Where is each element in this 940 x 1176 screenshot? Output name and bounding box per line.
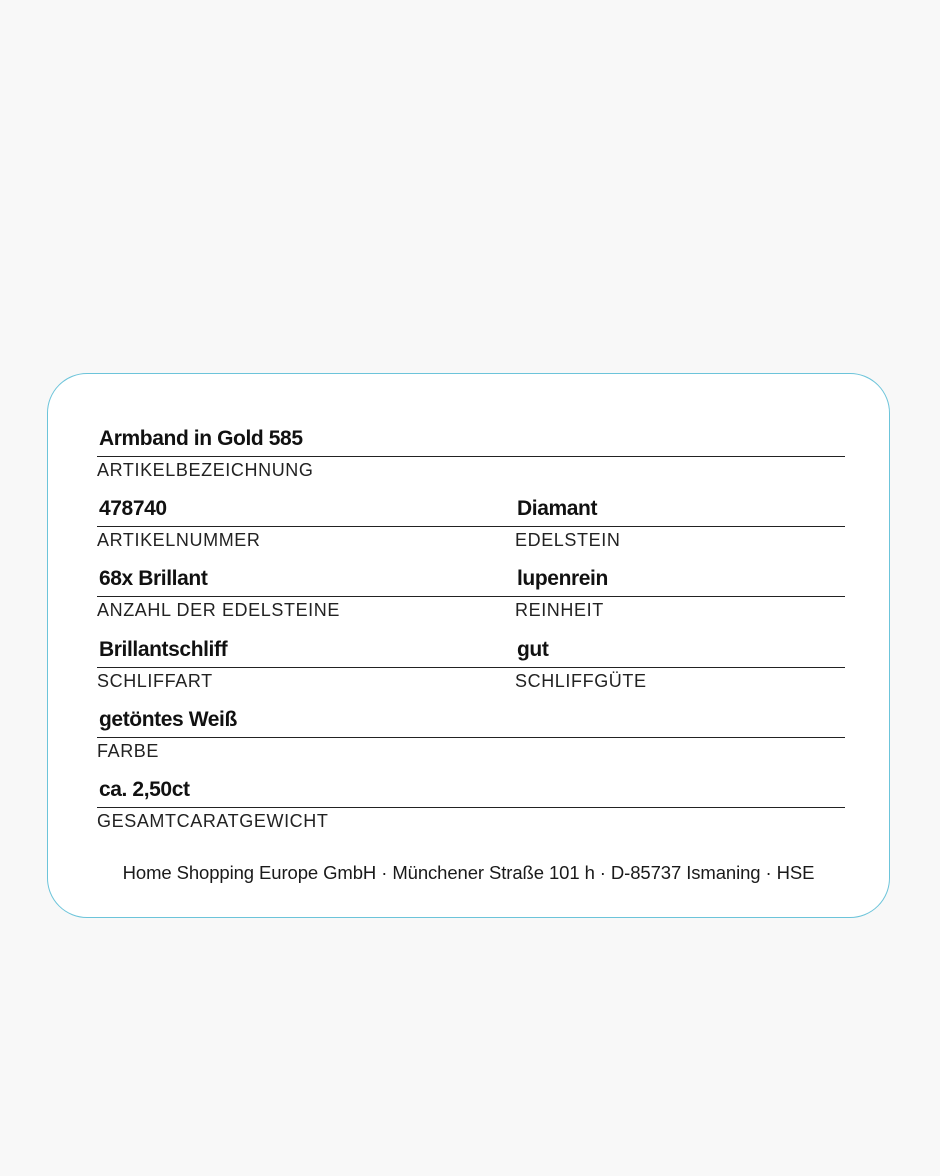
- schliffguete-label: SCHLIFFGÜTE: [515, 671, 647, 691]
- field-farbe: [97, 706, 845, 770]
- field-divider: [515, 596, 845, 597]
- field-reinheit: [515, 565, 845, 629]
- artikelnummer-value: 478740: [99, 497, 167, 520]
- field-divider: [515, 526, 845, 527]
- reinheit-label: REINHEIT: [515, 600, 604, 620]
- edelstein-label: EDELSTEIN: [515, 530, 621, 550]
- schliffguete-value: gut: [517, 638, 549, 661]
- edelstein-value: Diamant: [517, 497, 598, 520]
- artikelbezeichnung-label: ARTIKELBEZEICHNUNG: [97, 460, 314, 480]
- field-artikelbezeichnung: [97, 425, 845, 489]
- anzahl-label: ANZAHL DER EDELSTEINE: [97, 600, 340, 620]
- field-gesamtcaratgewicht: [97, 776, 845, 840]
- field-divider: [97, 456, 845, 457]
- gesamtcaratgewicht-value: ca. 2,50ct: [99, 778, 190, 801]
- farbe-label: FARBE: [97, 741, 160, 761]
- artikelbezeichnung-value: Armband in Gold 585: [99, 427, 303, 450]
- field-schliffart: [97, 636, 515, 700]
- company-footer: Home Shopping Europe GmbH · Münchener Straße 101 h · D-85737 Ismaning · HSE: [122, 862, 815, 883]
- gesamtcaratgewicht-label: GESAMTCARATGEWICHT: [97, 811, 329, 831]
- field-edelstein: [515, 495, 845, 559]
- farbe-value: getöntes Weiß: [99, 708, 237, 731]
- field-divider: [97, 737, 845, 738]
- field-divider: [97, 596, 515, 597]
- anzahl-value: 68x Brillant: [99, 567, 208, 590]
- artikelnummer-label: ARTIKELNUMMER: [97, 530, 261, 550]
- field-divider: [515, 667, 845, 668]
- field-divider: [97, 667, 515, 668]
- field-divider: [97, 526, 515, 527]
- field-schliffguete: [515, 636, 845, 700]
- schliffart-value: Brillantschliff: [99, 638, 228, 661]
- certificate-card: [47, 373, 890, 918]
- field-artikelnummer: [97, 495, 515, 559]
- schliffart-label: SCHLIFFART: [97, 671, 213, 691]
- field-anzahl-der-edelsteine: [97, 565, 515, 629]
- reinheit-value: lupenrein: [517, 567, 608, 590]
- field-divider: [97, 807, 845, 808]
